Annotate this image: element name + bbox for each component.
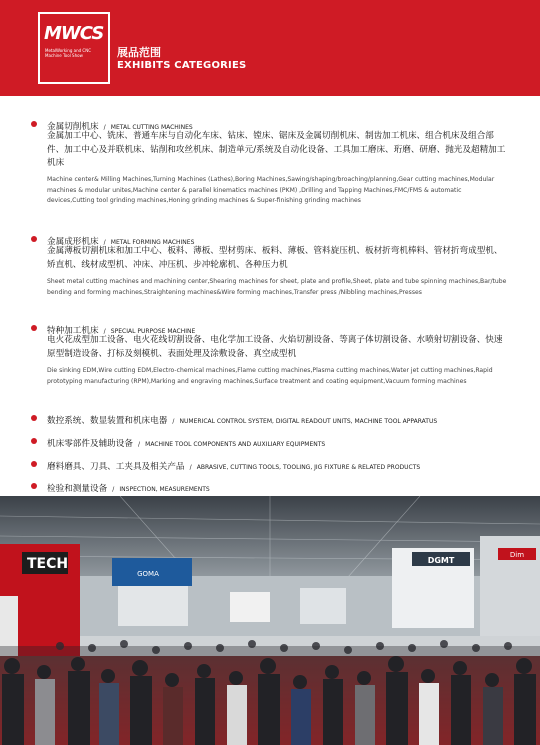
title-separator: / — [103, 328, 106, 335]
category-title-cn: 数控系统、数显装置和机床电器 — [47, 416, 168, 426]
category-title-cn: 金属切削机床 — [47, 122, 99, 132]
bullet-icon — [31, 483, 37, 489]
category-title-cn: 磨料磨具、刀具、工夹具及相关产品 — [47, 462, 185, 472]
title-separator: / — [172, 418, 175, 425]
category-title — [47, 434, 325, 451]
category-items-en: Sheet metal cutting machines and machining center,Shearing machines for sheet, plate and profile,Sheet, plate and tube spinning machines,Bar/tube bending and forming machines,Straightening machines&Wire forming machines,Transfer press /Nibbling machines,Presses — [47, 278, 507, 296]
category-title-en: NUMERICAL CONTROL SYSTEM, DIGITAL READOUT UNITS, MACHINE TOOL APPARATUS — [179, 418, 438, 425]
title-separator: / — [138, 441, 141, 448]
bullet-icon — [31, 236, 37, 242]
booth-sign-tech: TECH — [27, 556, 69, 572]
category-title-cn: 金属成形机床 — [47, 237, 99, 247]
section-title-cn: 展品范围 — [117, 46, 161, 59]
title-separator: / — [189, 464, 192, 471]
category-title — [47, 411, 437, 428]
mwcs-logo — [38, 12, 110, 84]
exhibition-hall-photo — [0, 496, 540, 745]
category-title — [47, 479, 210, 496]
category-items-cn: 电火花成型加工设备、电火花线切割设备、电化学加工设备、火焰切割设备、等离子体切割设备、水喷射切割设备、快速原型制造设备、打标及刻模机、表面处理及涂敷设备、真空成型机 — [47, 335, 503, 359]
category-title-cn: 特种加工机床 — [47, 326, 99, 336]
title-separator: / — [103, 124, 106, 131]
header-banner — [0, 0, 540, 96]
category-items-cn: 金属薄板切割机床和加工中心、板料、薄板、型材剪床、板料、薄板、管料旋压机、板材折弯机棒料、管材折弯成型机、矫直机、线材成型机、冲床、冲压机、步冲轮廓机、各种压力机 — [47, 246, 503, 270]
bullet-icon — [31, 415, 37, 421]
category-title-en: METAL CUTTING MACHINES — [110, 124, 193, 131]
title-separator: / — [112, 486, 115, 493]
title-separator: / — [103, 239, 106, 246]
category-items-cn: 金属加工中心、铣床、普通车床与自动化车床、钻床、镗床、锯床及金属切削机床、制齿加工机床、组合机床及组合部件、加工中心及并联机床、钻削和攻丝机床、制造单元/系统及自动化设备、工具加工磨床、珩磨、研磨、抛光及超精加工机床 — [47, 131, 506, 169]
category-items-en: Machine center& Milling Machines,Turning Machines (Lathes),Boring Machines,Sawing/shaping/broaching/planning,Gear cutting machines,Modular machines & modular unites,Machine center & parallel kinematics machines (PKM) ,Drilling and Tapping Machines,FMC/FMS & automatic devices,Cutting tool grinding machines,Honing grinding machines & Super-finishing grinding machines — [47, 176, 495, 205]
bullet-icon — [31, 121, 37, 127]
category-title-en: MACHINE TOOL COMPONENTS AND AUXILIARY EQUIPMENTS — [145, 441, 326, 448]
category-title-en: INSPECTION, MEASUREMENTS — [119, 486, 210, 493]
category-title-en: METAL FORMING MACHINES — [110, 239, 195, 246]
category-items-en: Die sinking EDM,Wire cutting EDM,Electro-chemical machines,Flame cutting machines,Plasma cutting machines,Water jet cutting machines,Rapid prototyping manufacturing (RPM),Marking and engraving machines,Surface treatment and coating equipment,Vacuum forming machines — [47, 367, 493, 385]
bullet-icon — [31, 438, 37, 444]
booth-sign-dgmt: DGMT — [427, 556, 455, 565]
category-title-en: ABRASIVE, CUTTING TOOLS, TOOLING, JIG FIXTURE & RELATED PRODUCTS — [196, 464, 421, 471]
category-title — [47, 457, 420, 474]
category-title-en: SPECIAL PURPOSE MACHINE — [110, 328, 196, 335]
section-title-en: EXHIBITS CATEGORIES — [117, 60, 247, 71]
booth-sign-goma: GOMA — [137, 570, 159, 578]
bullet-icon — [31, 461, 37, 467]
booth-sign-dim: Dim — [509, 551, 525, 559]
logo-mark: MWCS — [44, 23, 104, 44]
bullet-icon — [31, 325, 37, 331]
category-title-cn: 机床零部件及辅助设备 — [47, 439, 133, 449]
category-title-cn: 检验和测量设备 — [47, 484, 108, 494]
logo-subtitle: MetalWorking and CNC Machine Tool Show — [45, 48, 92, 58]
